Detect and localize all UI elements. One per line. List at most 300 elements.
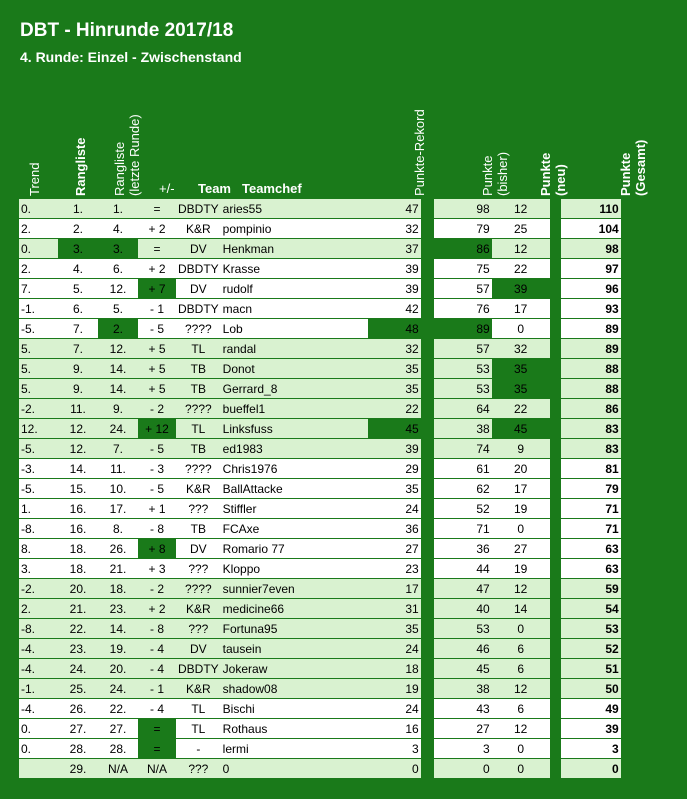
- cell-prev: 22.: [98, 699, 138, 719]
- cell-chef: lermi: [221, 739, 368, 759]
- cell-rank: 7.: [58, 319, 98, 339]
- cell-rank: 11.: [58, 399, 98, 419]
- table-row: [19, 739, 621, 759]
- cell-rank: 12.: [58, 419, 98, 439]
- column-gap: [421, 659, 434, 679]
- column-gap: [550, 239, 561, 259]
- cell-diff: + 5: [138, 379, 176, 399]
- cell-gesamt: 110: [561, 199, 621, 219]
- cell-rank: 16.: [58, 499, 98, 519]
- cell-bisher: 98: [434, 199, 492, 219]
- cell-prev: 6.: [98, 259, 138, 279]
- cell-chef: Henkman: [221, 239, 368, 259]
- cell-rekord: 16: [368, 719, 421, 739]
- cell-rank: 2.: [58, 219, 98, 239]
- cell-rekord: 27: [368, 539, 421, 559]
- cell-bisher: 53: [434, 379, 492, 399]
- table-row: [19, 579, 621, 599]
- standings-table: [19, 199, 621, 779]
- cell-diff: =: [138, 719, 176, 739]
- column-gap: [550, 479, 561, 499]
- column-gap: [421, 339, 434, 359]
- cell-gesamt: 3: [561, 739, 621, 759]
- cell-trend: 0.: [19, 239, 58, 259]
- cell-gesamt: 63: [561, 539, 621, 559]
- cell-prev: 11.: [98, 459, 138, 479]
- cell-diff: + 5: [138, 339, 176, 359]
- cell-rekord: 31: [368, 599, 421, 619]
- cell-chef: pompinio: [221, 219, 368, 239]
- cell-team: ????: [176, 579, 221, 599]
- cell-gesamt: 88: [561, 379, 621, 399]
- cell-gesamt: 71: [561, 499, 621, 519]
- cell-rank: 4.: [58, 259, 98, 279]
- column-gap: [421, 459, 434, 479]
- cell-chef: FCAxe: [221, 519, 368, 539]
- cell-bisher: 74: [434, 439, 492, 459]
- cell-rank: 1.: [58, 199, 98, 219]
- cell-rekord: 35: [368, 379, 421, 399]
- cell-team: DV: [176, 539, 221, 559]
- cell-prev: 1.: [98, 199, 138, 219]
- cell-team: TB: [176, 379, 221, 399]
- table-row: [19, 679, 621, 699]
- cell-team: TB: [176, 439, 221, 459]
- cell-diff: - 3: [138, 459, 176, 479]
- cell-neu: 6: [492, 639, 550, 659]
- cell-gesamt: 83: [561, 439, 621, 459]
- column-gap: [550, 579, 561, 599]
- column-gap: [550, 519, 561, 539]
- cell-chef: rudolf: [221, 279, 368, 299]
- cell-rank: 9.: [58, 359, 98, 379]
- cell-neu: 0: [492, 619, 550, 639]
- cell-team: K&R: [176, 679, 221, 699]
- column-gap: [421, 419, 434, 439]
- cell-neu: 12: [492, 679, 550, 699]
- cell-chef: Linksfuss: [221, 419, 368, 439]
- cell-diff: - 8: [138, 519, 176, 539]
- cell-chef: Gerrard_8: [221, 379, 368, 399]
- cell-team: TL: [176, 419, 221, 439]
- cell-rank: 5.: [58, 279, 98, 299]
- cell-chef: Lob: [221, 319, 368, 339]
- page-subtitle: 4. Runde: Einzel - Zwischenstand: [20, 49, 242, 65]
- cell-diff: - 2: [138, 579, 176, 599]
- cell-chef: Romario 77: [221, 539, 368, 559]
- cell-neu: 22: [492, 399, 550, 419]
- cell-rank: 21.: [58, 599, 98, 619]
- cell-trend: -4.: [19, 639, 58, 659]
- column-gap: [421, 679, 434, 699]
- column-gap: [421, 559, 434, 579]
- table-row: [19, 239, 621, 259]
- cell-bisher: 57: [434, 279, 492, 299]
- cell-trend: -5.: [19, 479, 58, 499]
- cell-bisher: 86: [434, 239, 492, 259]
- column-gap: [550, 379, 561, 399]
- table-row: [19, 639, 621, 659]
- header-team: Team: [198, 181, 231, 196]
- column-gap: [550, 759, 561, 779]
- cell-prev: 20.: [98, 659, 138, 679]
- cell-prev: 18.: [98, 579, 138, 599]
- column-gap: [421, 379, 434, 399]
- cell-rekord: 23: [368, 559, 421, 579]
- cell-bisher: 38: [434, 679, 492, 699]
- cell-neu: 0: [492, 519, 550, 539]
- cell-prev: 2.: [98, 319, 138, 339]
- table-row: [19, 399, 621, 419]
- table-row: [19, 619, 621, 639]
- header-plusminus: +/-: [159, 181, 175, 196]
- table-row: [19, 299, 621, 319]
- cell-rekord: 47: [368, 199, 421, 219]
- cell-team: K&R: [176, 479, 221, 499]
- cell-rank: 14.: [58, 459, 98, 479]
- page-title: DBT - Hinrunde 2017/18: [20, 20, 234, 41]
- cell-trend: 12.: [19, 419, 58, 439]
- cell-trend: -1.: [19, 299, 58, 319]
- cell-trend: 8.: [19, 539, 58, 559]
- table-row: [19, 539, 621, 559]
- cell-diff: + 7: [138, 279, 176, 299]
- cell-neu: 12: [492, 239, 550, 259]
- table-row: [19, 339, 621, 359]
- cell-trend: 1.: [19, 499, 58, 519]
- cell-prev: 7.: [98, 439, 138, 459]
- column-gap: [421, 359, 434, 379]
- cell-trend: -5.: [19, 319, 58, 339]
- cell-neu: 17: [492, 299, 550, 319]
- cell-rekord: 24: [368, 499, 421, 519]
- cell-gesamt: 96: [561, 279, 621, 299]
- cell-bisher: 79: [434, 219, 492, 239]
- column-gap: [421, 279, 434, 299]
- cell-prev: 5.: [98, 299, 138, 319]
- cell-chef: randal: [221, 339, 368, 359]
- table-row: [19, 479, 621, 499]
- cell-gesamt: 81: [561, 459, 621, 479]
- cell-diff: - 2: [138, 399, 176, 419]
- cell-bisher: 62: [434, 479, 492, 499]
- table-row: [19, 379, 621, 399]
- cell-gesamt: 79: [561, 479, 621, 499]
- cell-diff: + 1: [138, 499, 176, 519]
- cell-rank: 22.: [58, 619, 98, 639]
- cell-diff: + 2: [138, 259, 176, 279]
- cell-neu: 12: [492, 579, 550, 599]
- cell-rank: 16.: [58, 519, 98, 539]
- cell-bisher: 53: [434, 359, 492, 379]
- cell-team: TL: [176, 699, 221, 719]
- cell-trend: 5.: [19, 379, 58, 399]
- cell-bisher: 76: [434, 299, 492, 319]
- cell-chef: bueffel1: [221, 399, 368, 419]
- cell-rank: 7.: [58, 339, 98, 359]
- cell-neu: 14: [492, 599, 550, 619]
- column-gap: [550, 439, 561, 459]
- cell-neu: 25: [492, 219, 550, 239]
- cell-bisher: 27: [434, 719, 492, 739]
- column-gap: [550, 619, 561, 639]
- column-gap: [550, 359, 561, 379]
- cell-chef: Bischi: [221, 699, 368, 719]
- cell-trend: -4.: [19, 659, 58, 679]
- table-row: [19, 219, 621, 239]
- cell-trend: [19, 759, 58, 779]
- cell-prev: N/A: [98, 759, 138, 779]
- column-gap: [421, 599, 434, 619]
- cell-team: DV: [176, 279, 221, 299]
- cell-trend: 2.: [19, 259, 58, 279]
- cell-bisher: 64: [434, 399, 492, 419]
- cell-trend: -8.: [19, 619, 58, 639]
- cell-rank: 9.: [58, 379, 98, 399]
- cell-team: K&R: [176, 219, 221, 239]
- cell-trend: 5.: [19, 359, 58, 379]
- cell-team: ???: [176, 559, 221, 579]
- cell-gesamt: 98: [561, 239, 621, 259]
- cell-bisher: 45: [434, 659, 492, 679]
- cell-diff: + 3: [138, 559, 176, 579]
- cell-team: ????: [176, 459, 221, 479]
- cell-prev: 24.: [98, 419, 138, 439]
- cell-rekord: 24: [368, 639, 421, 659]
- cell-rekord: 18: [368, 659, 421, 679]
- cell-chef: Krasse: [221, 259, 368, 279]
- cell-trend: -4.: [19, 699, 58, 719]
- header-punkte-rekord: Punkte-Rekord: [412, 109, 427, 196]
- cell-prev: 14.: [98, 619, 138, 639]
- cell-rekord: 37: [368, 239, 421, 259]
- cell-bisher: 38: [434, 419, 492, 439]
- cell-rekord: 42: [368, 299, 421, 319]
- cell-neu: 45: [492, 419, 550, 439]
- cell-team: ???: [176, 499, 221, 519]
- cell-team: K&R: [176, 599, 221, 619]
- cell-trend: 2.: [19, 219, 58, 239]
- cell-diff: - 1: [138, 299, 176, 319]
- column-gap: [550, 719, 561, 739]
- cell-rekord: 35: [368, 619, 421, 639]
- table-row: [19, 759, 621, 779]
- cell-gesamt: 53: [561, 619, 621, 639]
- cell-gesamt: 50: [561, 679, 621, 699]
- column-gap: [421, 519, 434, 539]
- cell-bisher: 36: [434, 539, 492, 559]
- cell-bisher: 57: [434, 339, 492, 359]
- cell-chef: sunnier7even: [221, 579, 368, 599]
- column-gap: [421, 579, 434, 599]
- cell-gesamt: 51: [561, 659, 621, 679]
- header-rangliste-letzte: Rangliste (letzte Runde): [112, 114, 142, 196]
- column-gap: [550, 339, 561, 359]
- cell-diff: - 5: [138, 439, 176, 459]
- cell-diff: N/A: [138, 759, 176, 779]
- cell-gesamt: 83: [561, 419, 621, 439]
- cell-neu: 20: [492, 459, 550, 479]
- cell-trend: 7.: [19, 279, 58, 299]
- cell-trend: 0.: [19, 199, 58, 219]
- cell-gesamt: 59: [561, 579, 621, 599]
- cell-rank: 24.: [58, 659, 98, 679]
- cell-neu: 19: [492, 559, 550, 579]
- cell-chef: tausein: [221, 639, 368, 659]
- cell-rekord: 45: [368, 419, 421, 439]
- cell-diff: + 5: [138, 359, 176, 379]
- column-gap: [550, 259, 561, 279]
- cell-bisher: 46: [434, 639, 492, 659]
- cell-neu: 19: [492, 499, 550, 519]
- cell-chef: Jokeraw: [221, 659, 368, 679]
- cell-diff: - 1: [138, 679, 176, 699]
- cell-gesamt: 89: [561, 319, 621, 339]
- cell-bisher: 61: [434, 459, 492, 479]
- cell-rank: 3.: [58, 239, 98, 259]
- cell-diff: - 4: [138, 639, 176, 659]
- table-row: [19, 419, 621, 439]
- cell-neu: 9: [492, 439, 550, 459]
- column-gap: [421, 739, 434, 759]
- table-row: [19, 499, 621, 519]
- column-gap: [421, 619, 434, 639]
- cell-prev: 17.: [98, 499, 138, 519]
- cell-bisher: 43: [434, 699, 492, 719]
- cell-prev: 26.: [98, 539, 138, 559]
- cell-team: TB: [176, 359, 221, 379]
- cell-trend: 0.: [19, 739, 58, 759]
- cell-prev: 24.: [98, 679, 138, 699]
- cell-gesamt: 54: [561, 599, 621, 619]
- column-gap: [550, 299, 561, 319]
- cell-team: ????: [176, 399, 221, 419]
- cell-team: DBDTY: [176, 259, 221, 279]
- column-gap: [550, 499, 561, 519]
- cell-diff: - 5: [138, 319, 176, 339]
- cell-gesamt: 86: [561, 399, 621, 419]
- cell-rank: 25.: [58, 679, 98, 699]
- table-row: [19, 519, 621, 539]
- column-gap: [550, 679, 561, 699]
- cell-neu: 0: [492, 739, 550, 759]
- cell-team: DV: [176, 639, 221, 659]
- cell-trend: -1.: [19, 679, 58, 699]
- cell-chef: medicine66: [221, 599, 368, 619]
- cell-trend: 5.: [19, 339, 58, 359]
- cell-neu: 27: [492, 539, 550, 559]
- cell-diff: + 12: [138, 419, 176, 439]
- column-gap: [421, 639, 434, 659]
- cell-neu: 0: [492, 319, 550, 339]
- cell-trend: 3.: [19, 559, 58, 579]
- cell-prev: 19.: [98, 639, 138, 659]
- cell-chef: shadow08: [221, 679, 368, 699]
- cell-neu: 6: [492, 659, 550, 679]
- cell-chef: Chris1976: [221, 459, 368, 479]
- column-gap: [421, 699, 434, 719]
- cell-chef: ed1983: [221, 439, 368, 459]
- cell-gesamt: 71: [561, 519, 621, 539]
- cell-rekord: 39: [368, 439, 421, 459]
- header-punkte-gesamt: Punkte (Gesamt): [618, 139, 648, 196]
- header-rangliste: Rangliste: [73, 137, 88, 196]
- column-gap: [421, 399, 434, 419]
- cell-chef: BallAttacke: [221, 479, 368, 499]
- cell-diff: - 5: [138, 479, 176, 499]
- cell-neu: 12: [492, 719, 550, 739]
- cell-bisher: 0: [434, 759, 492, 779]
- cell-prev: 23.: [98, 599, 138, 619]
- cell-rekord: 36: [368, 519, 421, 539]
- cell-diff: =: [138, 239, 176, 259]
- cell-neu: 22: [492, 259, 550, 279]
- column-gap: [550, 399, 561, 419]
- cell-rank: 12.: [58, 439, 98, 459]
- cell-rank: 29.: [58, 759, 98, 779]
- cell-chef: Donot: [221, 359, 368, 379]
- cell-team: TB: [176, 519, 221, 539]
- cell-diff: + 2: [138, 599, 176, 619]
- column-gap: [421, 719, 434, 739]
- column-gap: [550, 459, 561, 479]
- cell-rank: 18.: [58, 559, 98, 579]
- cell-gesamt: 49: [561, 699, 621, 719]
- cell-team: TL: [176, 339, 221, 359]
- cell-neu: 39: [492, 279, 550, 299]
- cell-rekord: 32: [368, 219, 421, 239]
- cell-rank: 26.: [58, 699, 98, 719]
- column-gap: [550, 319, 561, 339]
- column-gap: [421, 199, 434, 219]
- cell-gesamt: 97: [561, 259, 621, 279]
- table-row: [19, 439, 621, 459]
- table-row: [19, 199, 621, 219]
- column-gap: [550, 279, 561, 299]
- cell-trend: -8.: [19, 519, 58, 539]
- cell-prev: 12.: [98, 339, 138, 359]
- cell-rank: 28.: [58, 739, 98, 759]
- cell-prev: 4.: [98, 219, 138, 239]
- cell-rekord: 22: [368, 399, 421, 419]
- cell-prev: 27.: [98, 719, 138, 739]
- cell-rekord: 24: [368, 699, 421, 719]
- cell-gesamt: 89: [561, 339, 621, 359]
- cell-gesamt: 39: [561, 719, 621, 739]
- cell-trend: 2.: [19, 599, 58, 619]
- column-gap: [550, 539, 561, 559]
- cell-neu: 0: [492, 759, 550, 779]
- cell-trend: -5.: [19, 439, 58, 459]
- cell-chef: aries55: [221, 199, 368, 219]
- column-gap: [421, 539, 434, 559]
- cell-rekord: 35: [368, 359, 421, 379]
- header-punkte-bisher: Punkte (bisher): [480, 151, 510, 196]
- cell-team: ????: [176, 319, 221, 339]
- cell-chef: Rothaus: [221, 719, 368, 739]
- cell-team: -: [176, 739, 221, 759]
- column-gap: [550, 559, 561, 579]
- column-gap: [421, 479, 434, 499]
- cell-diff: - 4: [138, 699, 176, 719]
- cell-bisher: 71: [434, 519, 492, 539]
- column-gap: [421, 439, 434, 459]
- column-gap: [421, 759, 434, 779]
- cell-gesamt: 88: [561, 359, 621, 379]
- table-row: [19, 259, 621, 279]
- cell-rekord: 32: [368, 339, 421, 359]
- cell-team: ???: [176, 619, 221, 639]
